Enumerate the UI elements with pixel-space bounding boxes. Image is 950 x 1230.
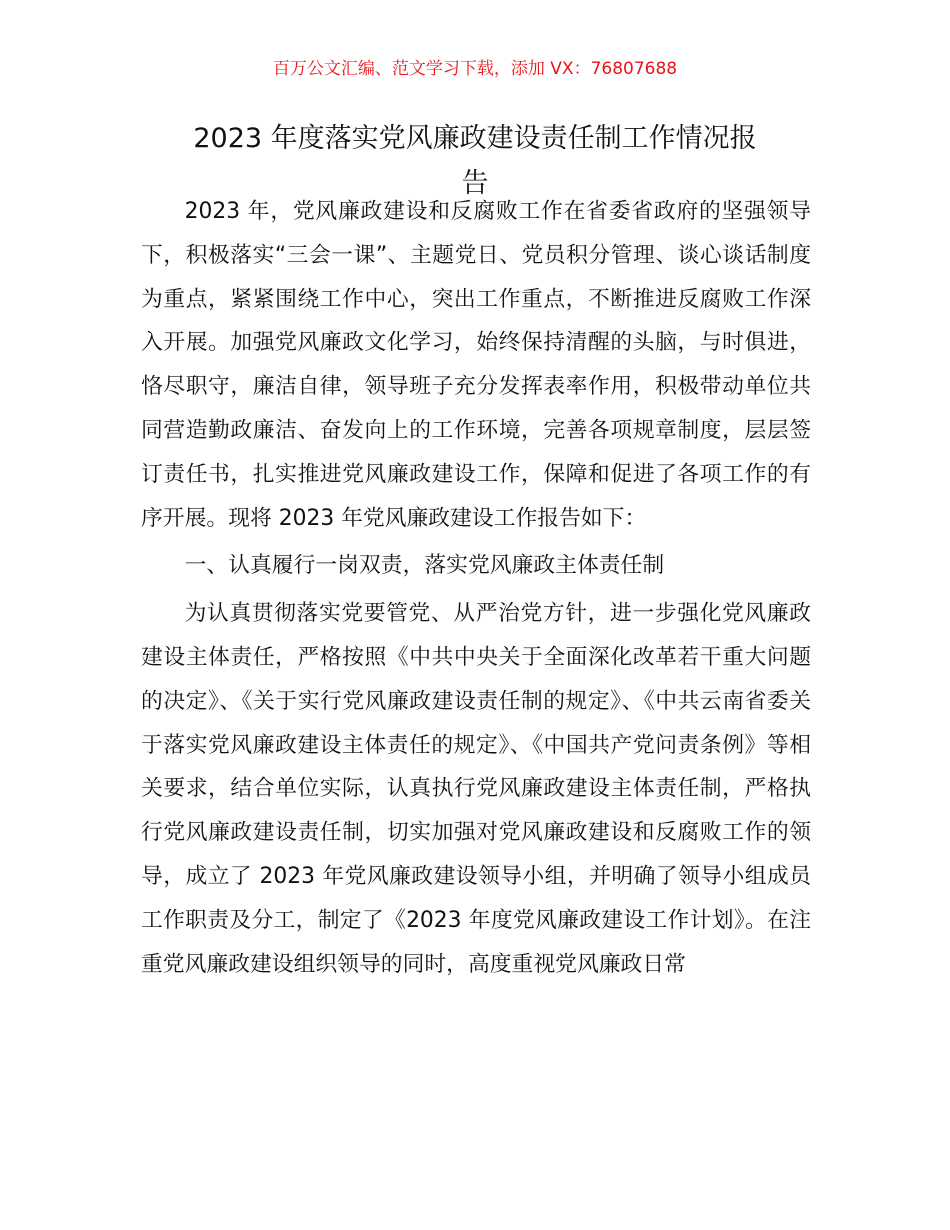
section-heading-1: 一、认真履行一岗双责，落实党风廉政主体责任制 [184, 553, 665, 579]
title-line-1: 2023 年度落实党风廉政建设责任制工作情况报 [193, 123, 757, 154]
document-body [141, 190, 811, 986]
paragraph-section-1: 为认真贯彻落实党要管党、从严治党方针，进一步强化党风廉政建设主体责任，严格按照《中共中央关于全面深化改革若干重大问题的决定》、《关于实行党风廉政建设责任制的规定》、《中共云南省委关于落实党风廉政建设主体责任的规定》、《中国共产党问责条例》等相关要求，结合单位实际，认真执行党风廉政建设主体责任制，严格执行党风廉政建设责任制，切实加强对党风廉政建设和反腐败工作的领导，成立了 2023 年党风廉政建设领导小组，并明确了领导小组成员工作职责及分工，制定了《2023 年度党风廉政建设工作计划》。在注重党风廉政建设组织领导的同时，高度重视党风廉政日常 [141, 601, 811, 977]
paragraph-intro: 2023 年，党风廉政建设和反腐败工作在省委省政府的坚强领导下，积极落实“三会一课”、主题党日、党员积分管理、谈心谈话制度为重点，紧紧围绕工作中心，突出工作重点，不断推进反腐败工作深入开展。加强党风廉政文化学习，始终保持清醒的头脑，与时俱进，恪尽职守，廉洁自律，领导班子充分发挥表率作用，积极带动单位共同营造勤政廉洁、奋发向上的工作环境，完善各项规章制度，层层签订责任书，扎实推进党风廉政建设工作，保障和促进了各项工作的有序开展。现将 2023 年党风廉政建设工作报告如下： [141, 199, 811, 531]
header-watermark: 百万公文汇编、范文学习下载，添加 VX：76807688 [272, 59, 678, 79]
title-line-2: 告 [461, 168, 489, 199]
